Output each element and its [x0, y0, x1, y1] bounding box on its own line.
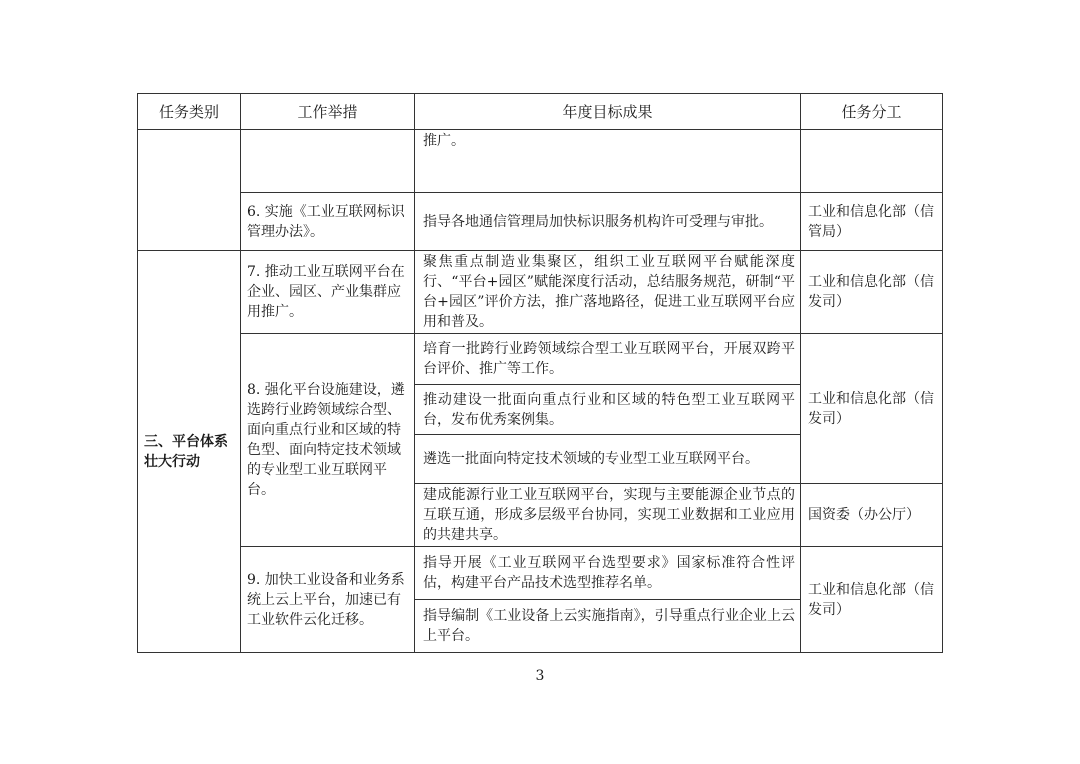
division-6: 工业和信息化部（信管局）	[801, 193, 943, 251]
measure-7: 7. 推动工业互联网平台在企业、园区、产业集群应用推广。	[241, 251, 415, 334]
table-row	[138, 547, 943, 600]
category-cell-previous	[138, 130, 241, 251]
target-6: 指导各地通信管理局加快标识服务机构许可受理与审批。	[415, 193, 801, 251]
target-8b: 推动建设一批面向重点行业和区域的特色型工业互联网平台，发布优秀案例集。	[415, 385, 801, 435]
measure-8: 8. 强化平台设施建设，遴选跨行业跨领域综合型、面向重点行业和区域的特色型、面向特定技术领域的专业型工业互联网平台。	[241, 334, 415, 547]
table-row	[138, 130, 943, 193]
category-3: 三、平台体系壮大行动	[138, 251, 241, 653]
header-annual-target: 年度目标成果	[415, 94, 801, 130]
division-8: 工业和信息化部（信发司）	[801, 334, 943, 484]
measure-6: 6. 实施《工业互联网标识管理办法》。	[241, 193, 415, 251]
target-7: 聚焦重点制造业集聚区，组织工业互联网平台赋能深度行、“平台+园区”赋能深度行活动，总结服务规范，研制“平台+园区”评价方法，推广落地路径，促进工业互联网平台应用和普及。	[415, 251, 801, 334]
header-task-division: 任务分工	[801, 94, 943, 130]
table-row	[138, 334, 943, 385]
table-row	[138, 193, 943, 251]
header-work-measure: 工作举措	[241, 94, 415, 130]
division-7: 工业和信息化部（信发司）	[801, 251, 943, 334]
division-9: 工业和信息化部（信发司）	[801, 547, 943, 653]
task-table	[137, 93, 943, 653]
target-8d: 建成能源行业工业互联网平台，实现与主要能源企业节点的互联互通，形成多层级平台协同，实现工业数据和工业应用的共建共享。	[415, 484, 801, 547]
table-header-row	[138, 94, 943, 130]
header-task-category: 任务类别	[138, 94, 241, 130]
target-9a: 指导开展《工业互联网平台选型要求》国家标准符合性评估，构建平台产品技术选型推荐名单。	[415, 547, 801, 600]
division-8d: 国资委（办公厅）	[801, 484, 943, 547]
target-cell-continued: 推广。	[415, 130, 801, 193]
measure-9: 9. 加快工业设备和业务系统上云上平台，加速已有工业软件云化迁移。	[241, 547, 415, 653]
target-8a: 培育一批跨行业跨领域综合型工业互联网平台，开展双跨平台评价、推广等工作。	[415, 334, 801, 385]
measure-cell-continued	[241, 130, 415, 193]
target-8c: 遴选一批面向特定技术领域的专业型工业互联网平台。	[415, 435, 801, 484]
page-number: 3	[535, 668, 545, 684]
division-cell-continued	[801, 130, 943, 193]
table-row	[138, 251, 943, 334]
target-9b: 指导编制《工业设备上云实施指南》，引导重点行业企业上云上平台。	[415, 600, 801, 653]
